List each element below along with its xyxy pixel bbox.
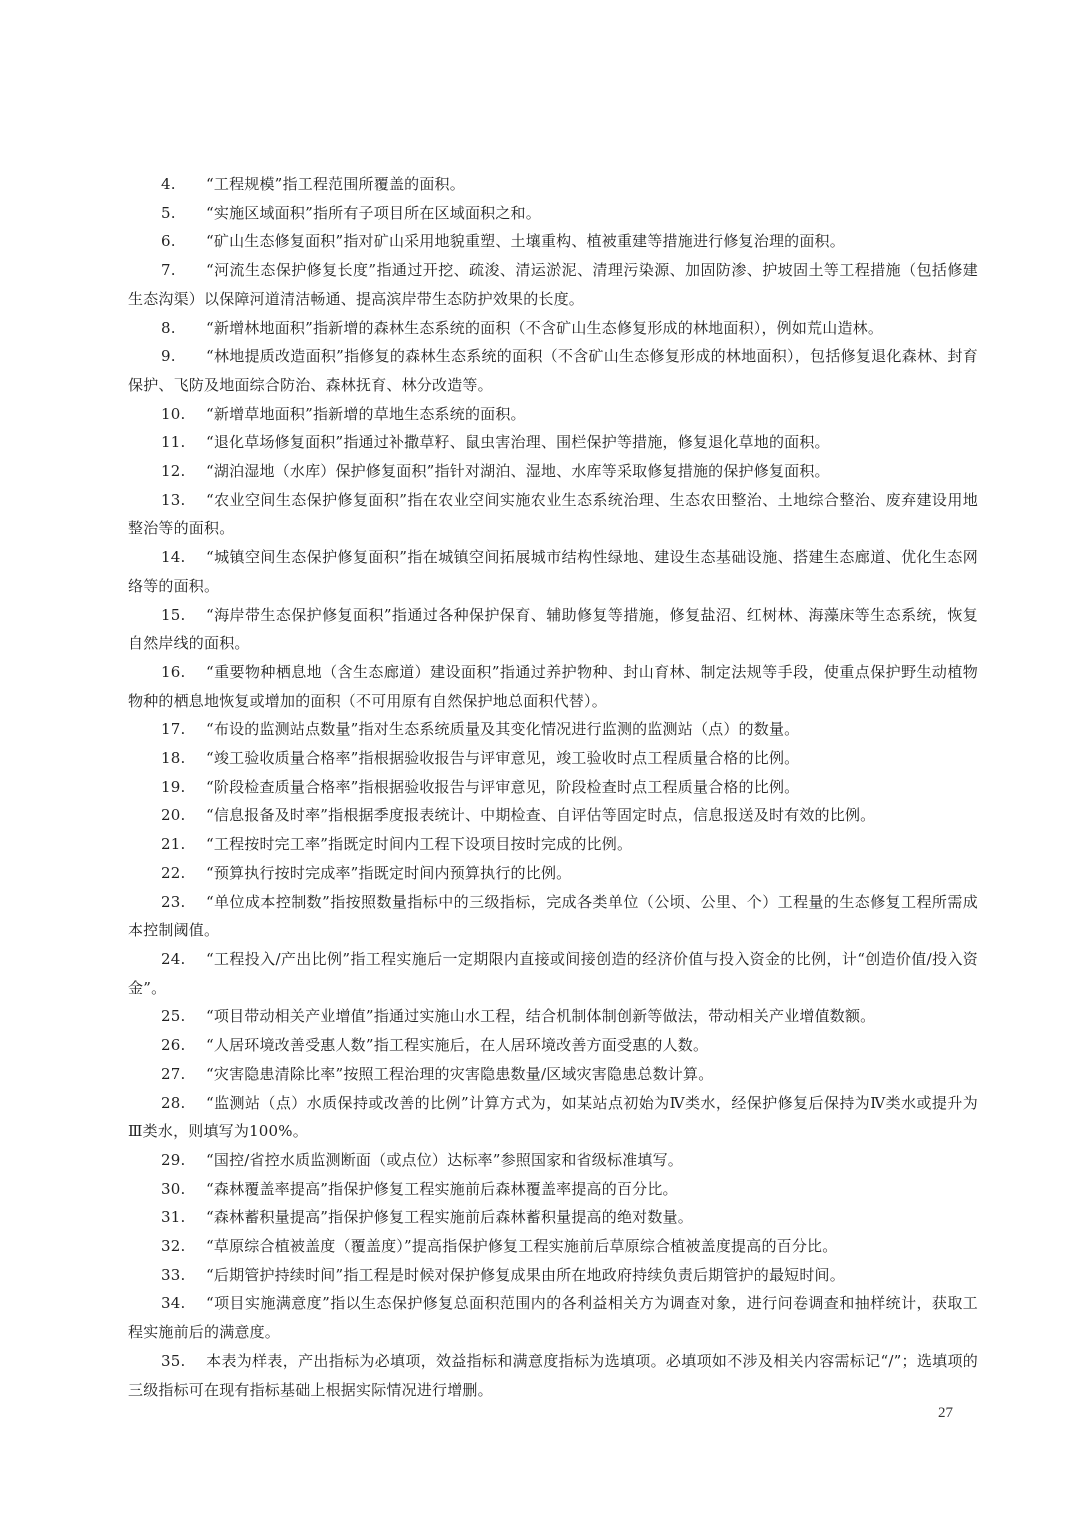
definition-number: 8.: [161, 318, 176, 337]
definition-number: 9.: [161, 347, 176, 366]
definition-number: 31.: [161, 1208, 186, 1227]
definition-item: [128, 658, 978, 715]
definition-number: 10.: [161, 404, 186, 423]
definition-number: 12.: [161, 462, 186, 481]
definition-text: “草原综合植被盖度（覆盖度）”提高指保护修复工程实施前后草原综合植被盖度提高的百分比。: [206, 1237, 838, 1256]
definition-number: 5.: [161, 203, 176, 222]
definition-number: 15.: [161, 605, 186, 624]
definition-item: [128, 888, 978, 945]
definition-item: [128, 830, 978, 859]
definition-item: [128, 773, 978, 802]
definition-text: “海岸带生态保护修复面积”指通过各种保护保育、辅助修复等措施，修复盐沼、红树林、海藻床等生态系统，恢复自然岸线的面积。: [128, 605, 978, 653]
definition-number: 11.: [161, 433, 186, 452]
definition-item: [128, 1261, 978, 1290]
definition-text: “农业空间生态保护修复面积”指在农业空间实施农业生态系统治理、生态农田整治、土地综合整治、废弃建设用地整治等的面积。: [128, 490, 978, 538]
definition-text: “人居环境改善受惠人数”指工程实施后，在人居环境改善方面受惠的人数。: [206, 1036, 709, 1055]
definition-number: 33.: [161, 1265, 186, 1284]
definition-text: “灾害隐患清除比率”按照工程治理的灾害隐患数量/区域灾害隐患总数计算。: [206, 1064, 714, 1083]
definition-number: 27.: [161, 1064, 186, 1083]
definition-text: “森林蓄积量提高”指保护修复工程实施前后森林蓄积量提高的绝对数量。: [206, 1208, 693, 1227]
definition-item: [128, 342, 978, 399]
definition-text: “新增林地面积”指新增的森林生态系统的面积（不含矿山生态修复形成的林地面积），例如荒山造林。: [206, 318, 884, 337]
definition-text: “预算执行按时完成率”指既定时间内预算执行的比例。: [206, 863, 572, 882]
definition-number: 28.: [161, 1093, 186, 1112]
definition-item: [128, 1175, 978, 1204]
definition-text: 本表为样表，产出指标为必填项，效益指标和满意度指标为选填项。必填项如不涉及相关内容需标记“/”；选填项的三级指标可在现有指标基础上根据实际情况进行增删。: [128, 1351, 978, 1399]
definition-item: [128, 1347, 978, 1404]
definition-number: 13.: [161, 490, 186, 509]
definition-item: [128, 227, 978, 256]
definition-number: 24.: [161, 949, 186, 968]
definition-number: 34.: [161, 1294, 186, 1313]
definition-number: 17.: [161, 720, 186, 739]
definition-number: 14.: [161, 548, 186, 567]
definition-number: 26.: [161, 1036, 186, 1055]
definition-text: “单位成本控制数”指按照数量指标中的三级指标，完成各类单位（公顷、公里、个）工程量的生态修复工程所需成本控制阈值。: [128, 892, 978, 940]
definition-text: “后期管护持续时间”指工程是时候对保护修复成果由所在地政府持续负责后期管护的最短时间。: [206, 1265, 845, 1284]
definition-text: “工程规模”指工程范围所覆盖的面积。: [206, 175, 465, 193]
definition-item: [128, 945, 978, 1002]
definition-number: 35.: [161, 1351, 186, 1370]
definition-text: “项目带动相关产业增值”指通过实施山水工程，结合机制体制创新等做法，带动相关产业增值数额。: [206, 1007, 876, 1026]
definition-text: “新增草地面积”指新增的草地生态系统的面积。: [206, 404, 526, 423]
definition-item: [128, 1289, 978, 1346]
definition-item: [128, 1203, 978, 1232]
definition-item: [128, 715, 978, 744]
definition-item: [128, 170, 978, 199]
definition-text: “项目实施满意度”指以生态保护修复总面积范围内的各利益相关方为调查对象，进行问卷调查和抽样统计，获取工程实施前后的满意度。: [128, 1294, 978, 1342]
definition-text: “工程投入/产出比例”指工程实施后一定期限内直接或间接创造的经济价值与投入资金的比例，计“创造价值/投入资金”。: [128, 949, 978, 997]
definitions-list: [128, 170, 978, 1404]
definition-text: “退化草场修复面积”指通过补撒草籽、鼠虫害治理、围栏保护等措施，修复退化草地的面积。: [206, 433, 830, 452]
definition-text: “矿山生态修复面积”指对矿山采用地貌重塑、土壤重构、植被重建等措施进行修复治理的面积。: [206, 232, 845, 251]
definition-item: [128, 199, 978, 228]
definition-text: “实施区域面积”指所有子项目所在区域面积之和。: [206, 203, 541, 222]
definition-text: “竣工验收质量合格率”指根据验收报告与评审意见，竣工验收时点工程质量合格的比例。: [206, 749, 800, 768]
definition-number: 30.: [161, 1179, 186, 1198]
page-number: 27: [938, 1405, 953, 1421]
definition-number: 4.: [161, 175, 176, 193]
definition-item: [128, 400, 978, 429]
definition-number: 7.: [161, 261, 176, 280]
definition-number: 32.: [161, 1237, 186, 1256]
definition-number: 29.: [161, 1150, 186, 1169]
definition-text: “河流生态保护修复长度”指通过开挖、疏浚、清运淤泥、清理污染源、加固防渗、护坡固土等工程措施（包括修建生态沟渠）以保障河道清洁畅通、提高滨岸带生态防护效果的长度。: [128, 261, 978, 308]
definition-number: 20.: [161, 806, 186, 825]
definition-number: 19.: [161, 777, 186, 796]
definition-text: “林地提质改造面积”指修复的森林生态系统的面积（不含矿山生态修复形成的林地面积），包括修复退化森林、封育保护、飞防及地面综合防治、森林抚育、林分改造等。: [128, 347, 978, 394]
definition-item: [128, 457, 978, 486]
definition-text: “重要物种栖息地（含生态廊道）建设面积”指通过养护物种、封山育林、制定法规等手段，使重点保护野生动植物物种的栖息地恢复或增加的面积（不可用原有自然保护地总面积代替）。: [128, 662, 978, 710]
definition-item: [128, 1232, 978, 1261]
definition-text: “工程按时完工率”指既定时间内工程下设项目按时完成的比例。: [206, 835, 633, 854]
definition-number: 21.: [161, 835, 186, 854]
definition-text: “监测站（点）水质保持或改善的比例”计算方式为，如某站点初始为Ⅳ类水，经保护修复后保持为Ⅳ类水或提升为Ⅲ类水，则填写为100%。: [128, 1093, 978, 1141]
definition-item: [128, 256, 978, 313]
definition-item: [128, 428, 978, 457]
definition-item: [128, 801, 978, 830]
definition-number: 6.: [161, 232, 176, 251]
definition-item: [128, 859, 978, 888]
definition-item: [128, 314, 978, 343]
definition-text: “城镇空间生态保护修复面积”指在城镇空间拓展城市结构性绿地、建设生态基础设施、搭建生态廊道、优化生态网络等的面积。: [128, 548, 978, 595]
definition-number: 18.: [161, 749, 186, 768]
definition-number: 25.: [161, 1007, 186, 1026]
definition-text: “湖泊湿地（水库）保护修复面积”指针对湖泊、湿地、水库等采取修复措施的保护修复面积。: [206, 462, 830, 481]
definition-text: “布设的监测站点数量”指对生态系统质量及其变化情况进行监测的监测站（点）的数量。: [206, 720, 800, 739]
definition-text: “森林覆盖率提高”指保护修复工程实施前后森林覆盖率提高的百分比。: [206, 1179, 678, 1198]
definition-item: [128, 601, 978, 658]
definition-item: [128, 543, 978, 600]
definition-item: [128, 1002, 978, 1031]
definition-item: [128, 1031, 978, 1060]
definition-item: [128, 1146, 978, 1175]
definition-number: 23.: [161, 892, 186, 911]
definition-item: [128, 486, 978, 543]
definition-item: [128, 1089, 978, 1146]
definition-item: [128, 1060, 978, 1089]
definition-number: 16.: [161, 662, 186, 681]
definition-text: “信息报备及时率”指根据季度报表统计、中期检查、自评估等固定时点，信息报送及时有效的比例。: [206, 806, 876, 825]
definition-item: [128, 744, 978, 773]
definition-text: “阶段检查质量合格率”指根据验收报告与评审意见，阶段检查时点工程质量合格的比例。: [206, 777, 800, 796]
definition-text: “国控/省控水质监测断面（或点位）达标率”参照国家和省级标准填写。: [206, 1150, 683, 1169]
definition-number: 22.: [161, 863, 186, 882]
